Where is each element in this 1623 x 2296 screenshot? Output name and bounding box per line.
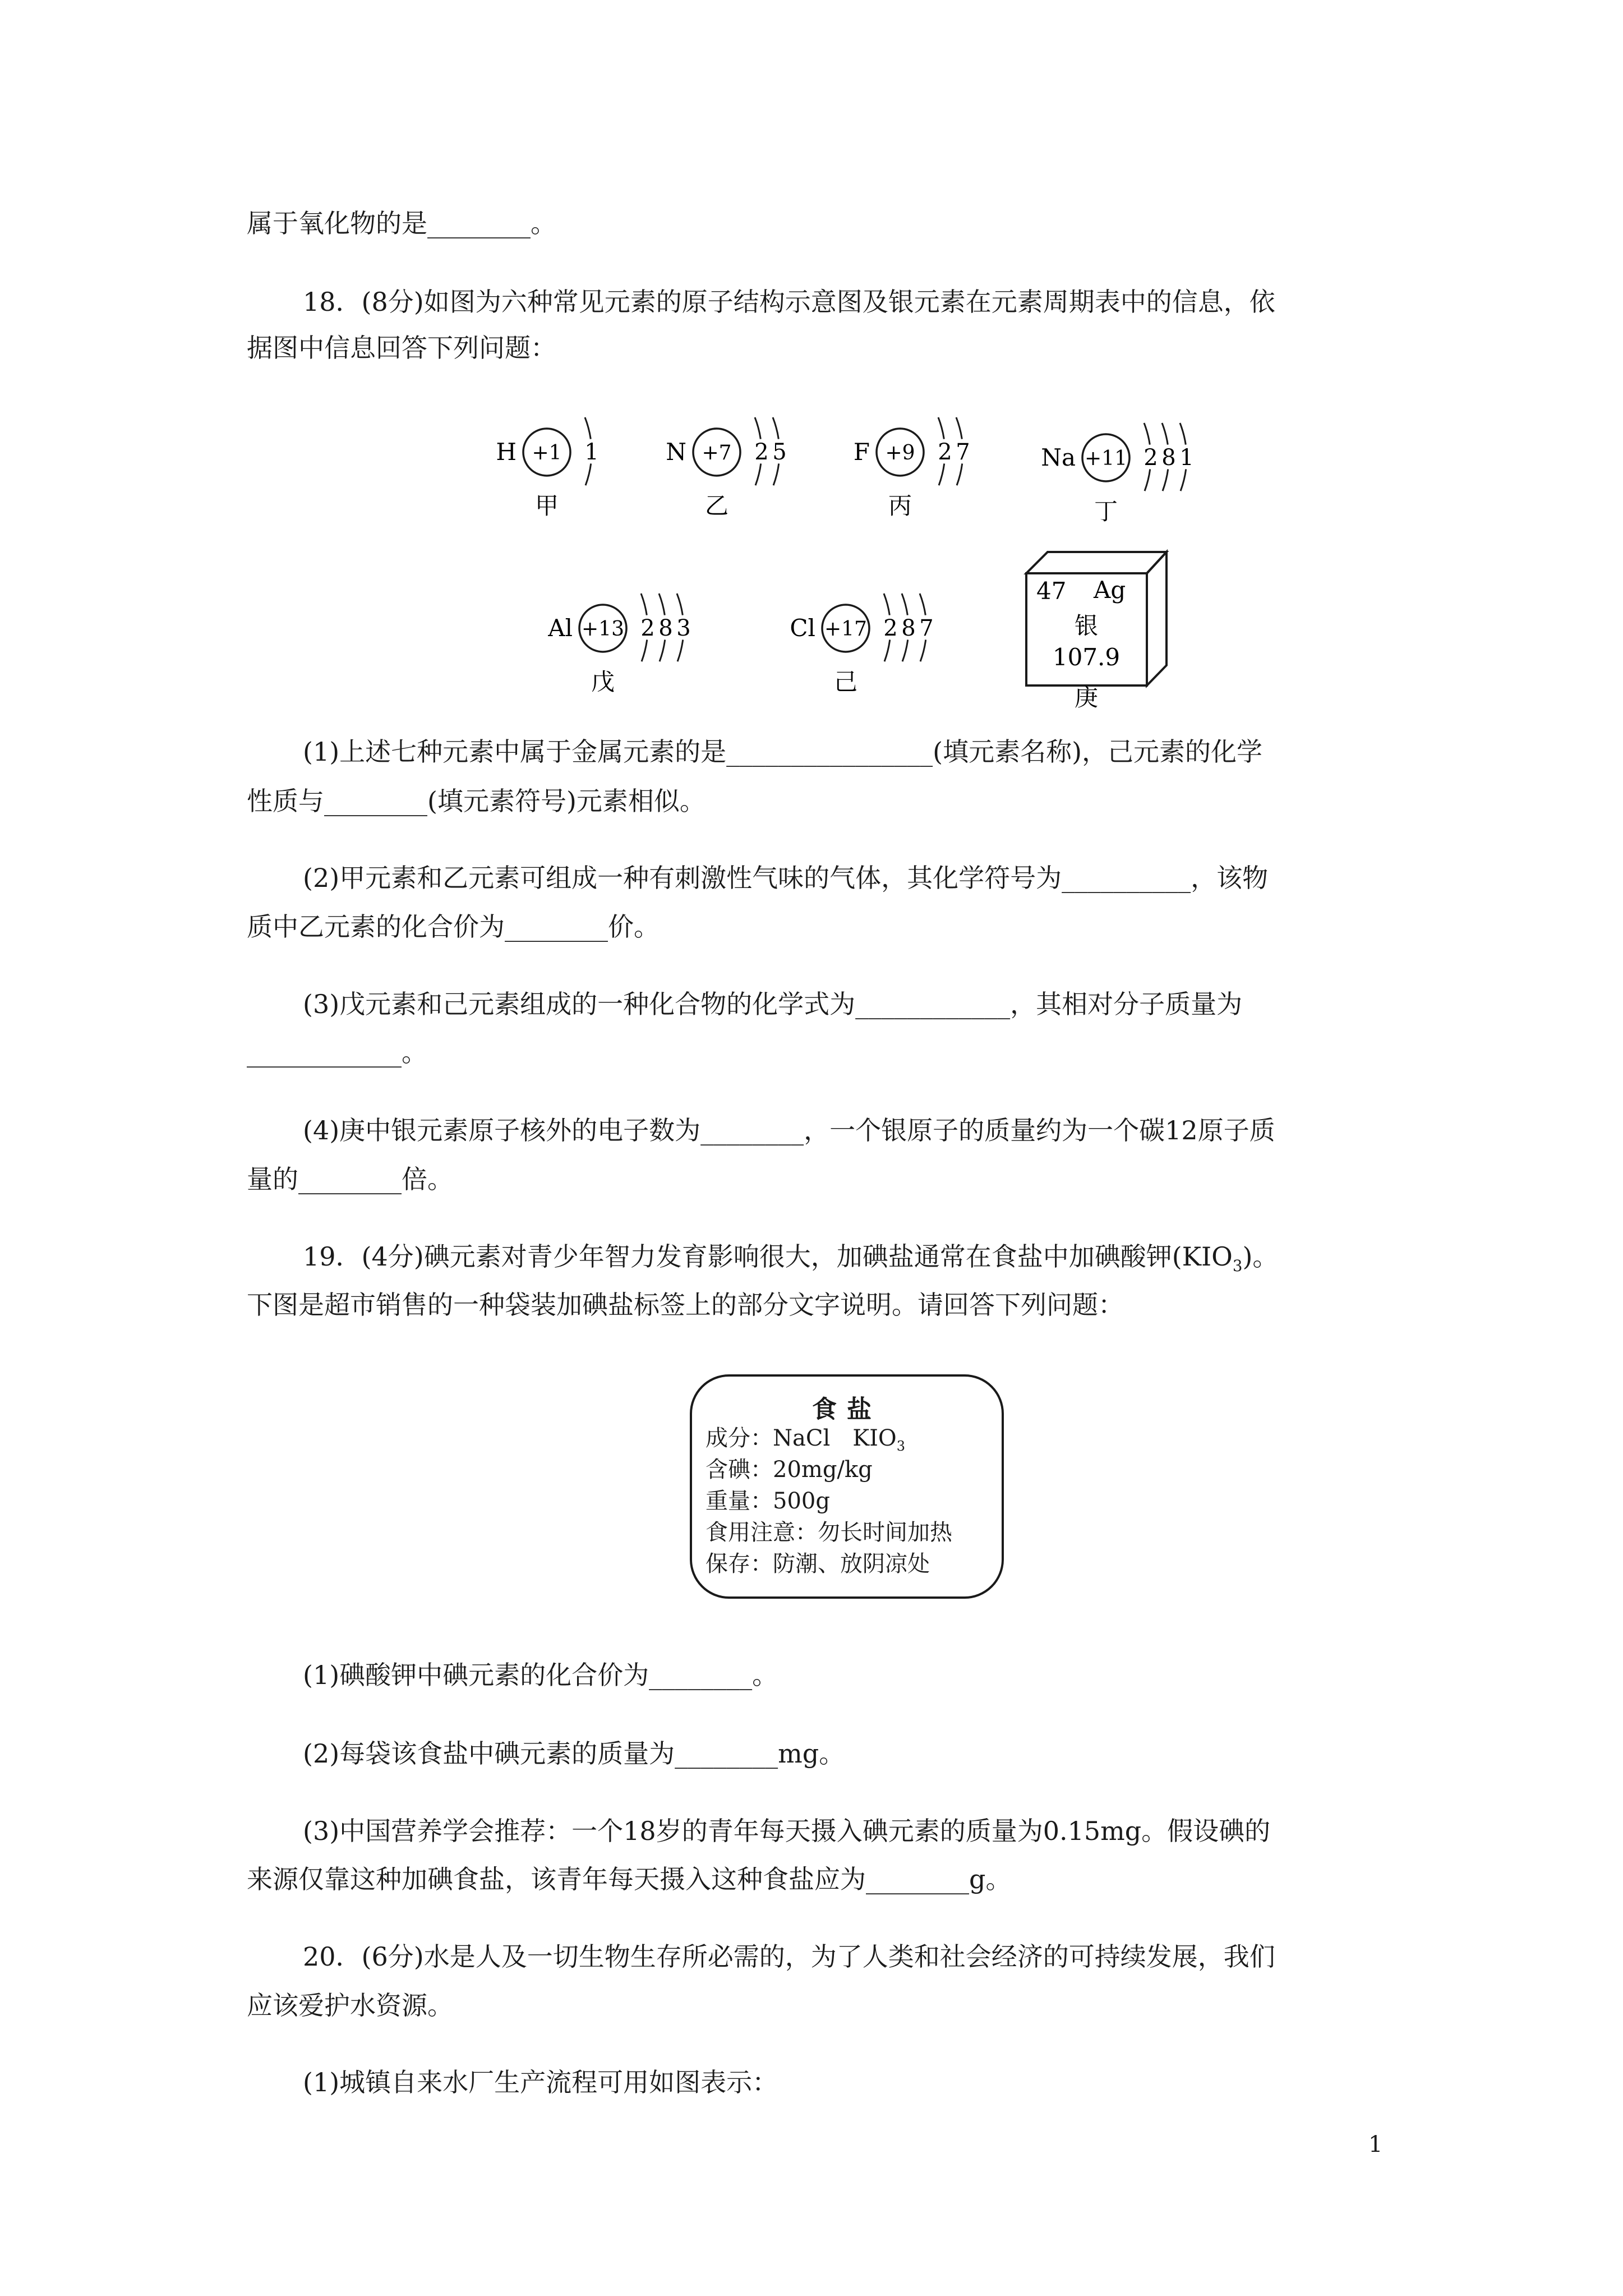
q18-2-line-2: 质中乙元素的化合价为________价。 (247, 912, 660, 942)
nucleus-charge: +1 (532, 441, 562, 464)
q18-4-line-2: 量的________倍。 (247, 1164, 453, 1194)
atom-structure-diagrams (0, 0, 1623, 729)
q19-1: (1)碘酸钾中碘元素的化合价为________。 (303, 1660, 778, 1690)
shell-electron-count: 2 (754, 439, 769, 465)
shell-electron-count: 2 (640, 615, 655, 641)
atom-label: 丙 (888, 492, 912, 519)
line-oxide: 属于氧化物的是________。 (247, 208, 556, 238)
element-mass: 107.9 (1052, 643, 1121, 671)
q18-stem-1: 18．(8分)如图为六种常见元素的原子结构示意图及银元素在元素周期表中的信息，依 (303, 287, 1275, 317)
q19-stem-1: 19．(4分)碘元素对青少年智力发育影响很大，加碘盐通常在食盐中加碘酸钾$(KIO_3)$。 (303, 1241, 1279, 1276)
atom-symbol: Na (1041, 444, 1076, 471)
element-symbol: Ag (1094, 576, 1126, 604)
q18-4-line-1: (4)庚中银元素原子核外的电子数为________，一个银原子的质量约为一个碳12原子质 (303, 1115, 1275, 1145)
q18-3-line-2: ____________。 (247, 1037, 427, 1068)
atom-al (547, 593, 690, 696)
q19-3-line-1: (3)中国营养学会推荐：一个18岁的青年每天摄入碘元素的质量为0.15mg。假设碘的 (303, 1816, 1271, 1846)
shell-electron-count: 2 (883, 615, 898, 641)
atom-symbol: F (853, 438, 870, 466)
atom-label: 甲 (534, 492, 559, 519)
atom-symbol: Al (548, 614, 573, 642)
q19-2: (2)每袋该食盐中碘元素的质量为________mg。 (303, 1738, 845, 1769)
atom-cl (790, 593, 933, 696)
q18-stem-2: 据图中信息回答下列问题： (247, 333, 556, 363)
q19-stem-2: 下图是超市销售的一种袋装加碘盐标签上的部分文字说明。请回答下列问题： (247, 1290, 1124, 1320)
q18-1-line-1: (1)上述七种元素中属于金属元素的是________________(填元素名称)，己元素的化学 (303, 737, 1263, 767)
shell-electron-count: 3 (676, 615, 691, 641)
atom-na (1041, 423, 1194, 525)
shell-electron-count: 2 (1144, 445, 1158, 471)
shell-electron-count: 8 (1161, 445, 1176, 471)
q18-3-line-1: (3)戊元素和己元素组成的一种化合物的化学式为____________，其相对分子质量为 (303, 989, 1243, 1019)
atom-label: 戊 (591, 668, 615, 696)
salt-label-storage: 保存：防潮、放阴凉处 (706, 1551, 930, 1577)
shell-electron-count: 7 (919, 615, 934, 641)
element-name: 银 (1074, 612, 1099, 639)
nucleus-charge: +17 (824, 618, 867, 641)
salt-label-notice: 食用注意：勿长时间加热 (706, 1520, 952, 1545)
shell-electron-count: 7 (956, 439, 970, 465)
q20-stem-2: 应该爱护水资源。 (247, 1990, 453, 2021)
salt-label (690, 1374, 1004, 1599)
shell-electron-count: 8 (658, 615, 673, 641)
q18-1-line-2: 性质与________(填元素符号)元素相似。 (247, 786, 706, 816)
nucleus-charge: +9 (885, 441, 915, 464)
atom-label: 丁 (1094, 498, 1118, 525)
salt-label-title: 食盐 (812, 1395, 882, 1424)
salt-label-ingredients: 成分：NaCl $KIO_3$ (706, 1425, 906, 1454)
shell-electron-count: 1 (1179, 445, 1194, 471)
q20-1: (1)城镇自来水厂生产流程可用如图表示： (303, 2067, 778, 2097)
element-cell-ag (1026, 552, 1166, 711)
atom-symbol: N (666, 438, 686, 466)
atom-f (854, 417, 970, 519)
element-label: 庚 (1074, 684, 1099, 711)
atom-symbol: H (496, 438, 517, 466)
atom-h (496, 417, 598, 519)
shell-electron-count: 1 (584, 439, 599, 465)
shell-electron-count: 2 (938, 439, 952, 465)
atom-n (666, 417, 786, 519)
nucleus-charge: +13 (582, 618, 624, 641)
salt-label-weight: 重量：500g (706, 1488, 830, 1514)
nucleus-charge: +7 (702, 441, 732, 464)
q18-2-line-1: (2)甲元素和乙元素可组成一种有刺激性气味的气体，其化学符号为__________，该物 (303, 863, 1269, 893)
atom-label: 乙 (704, 492, 729, 519)
element-number: 47 (1036, 577, 1067, 605)
nucleus-charge: +11 (1085, 447, 1127, 470)
shell-electron-count: 5 (772, 439, 787, 465)
q19-3-line-2: 来源仅靠这种加碘食盐，该青年每天摄入这种食盐应为________g。 (247, 1864, 1012, 1894)
atom-label: 己 (833, 668, 858, 696)
shell-electron-count: 8 (901, 615, 916, 641)
page-number: 1 (1368, 2132, 1383, 2157)
salt-label-iodine: 含碘：20mg/kg (706, 1457, 873, 1483)
q20-stem-1: 20．(6分)水是人及一切生物生存所必需的，为了人类和社会经济的可持续发展，我们 (303, 1941, 1275, 1972)
atom-symbol: Cl (790, 614, 815, 642)
